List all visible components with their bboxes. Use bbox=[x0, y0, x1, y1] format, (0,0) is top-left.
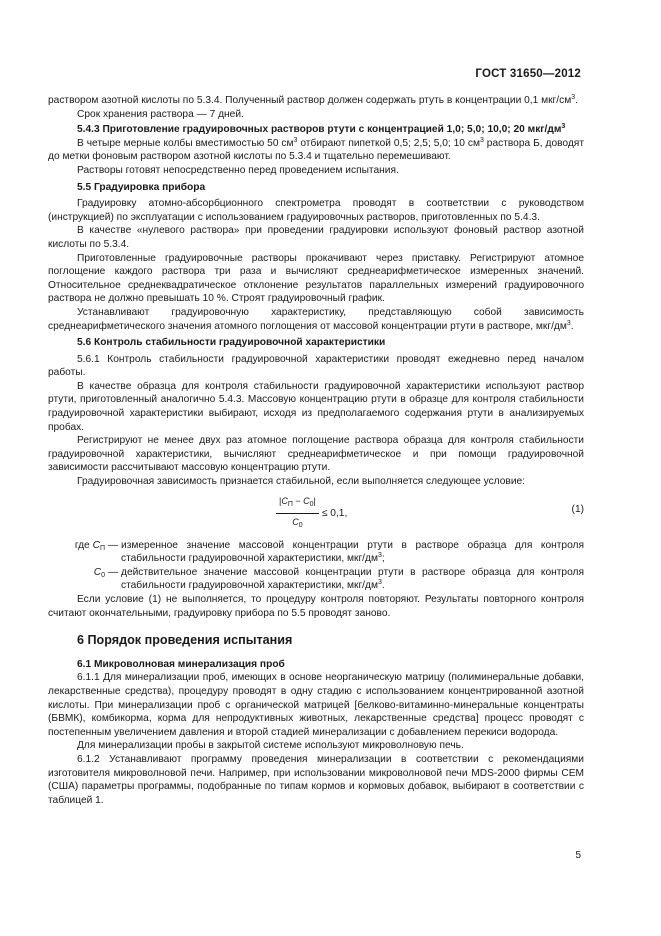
section-heading-5-5: 5.5 Градуировка прибора bbox=[77, 181, 206, 193]
paragraph: 6.1.1 Для минерализации проб, имеющих в основе неорганическую матрицу (полиминеральные добавки, лекарственные средства), процедуру проводят в одну стадию с использованием концентрированной азотной кислоты. При минерализации проб с органической матрицей [белково-витаминно-минеральные концентраты (БВМК), комбикорма, корма для непродуктивных животных, лекарственные средства] процесс проводят с постепенным увеличением давления и второй стадией минерализации с добавлением перекиси водорода. bbox=[48, 672, 584, 738]
formula-denominator: $С_0$ bbox=[292, 517, 303, 530]
paragraph: В качестве «нулевого раствора» при проведении градуировки используют фоновый раствор азотной кислоты по 5.3.4. bbox=[48, 225, 584, 250]
paragraph: Если условие (1) не выполняется, то процедуру контроля повторяют. Результаты повторного контроля считают окончательными, градуировку прибора по 5.5 проводят заново. bbox=[48, 594, 584, 619]
definition-term: $С_0$ — bbox=[93, 566, 118, 579]
document-body bbox=[48, 94, 584, 807]
page-number: 5 bbox=[575, 850, 581, 861]
paragraph: Приготовленные градуировочные растворы прокачивают через приставку. Регистрируют атомное поглощение каждого раствора три раза и вычисляют среднеарифметическое измеренных значений. Относительное среднеквадратическое отклонение результатов параллельных измерений градуировочного раствора не должно превышать 10 %. Строят градуировочный график. bbox=[48, 252, 584, 305]
formula-relation: ≤ 0,1, bbox=[321, 507, 348, 519]
paragraph: Регистрируют не менее двух раз атомное поглощение раствора образца для контроля стабильности градуировочной характеристики, вычисляют среднеарифметическое и при помощи градуировочной зависимости рассчитывают массовую концентрацию ртути. bbox=[48, 435, 584, 474]
paragraph: Устанавливают градуировочную характеристику, представляющую собой зависимость среднеарифметического значения атомного поглощения от массовой концентрации ртути в растворе, мкг/$дм^3$. bbox=[48, 306, 584, 332]
formula-number: (1) bbox=[571, 503, 584, 515]
paragraph: Градуировочная зависимость признается стабильной, если выполняется следующее условие: bbox=[77, 476, 526, 488]
document-header: ГОСТ 31650—2012 bbox=[475, 68, 581, 80]
paragraph: В качестве образца для контроля стабильности градуировочной характеристики используют раствор ртути, приготовленный аналогично 5.4.3. Массовую концентрацию ртути в образце для контроля стабильности градуировочной характеристики выбирают, исходя из предполагаемого содержания ртути в анализируемых пробах. bbox=[48, 380, 584, 433]
formula-expression bbox=[276, 495, 347, 533]
definition-item bbox=[48, 539, 584, 566]
section-heading-5-6: 5.6 Контроль стабильности градуировочной характеристики bbox=[77, 337, 386, 349]
formula-1 bbox=[48, 495, 584, 531]
definition-text: измеренное значение массовой концентрации ртути в растворе образца для контроля стабильности градуировочной характеристики, мкг/$дм^3$; bbox=[121, 539, 584, 565]
paragraph: Срок хранения раствора — 7 дней. bbox=[77, 108, 244, 120]
paragraph: В четыре мерные колбы вместимостью 50 $см^3$ отбирают пипеткой 0,5; 2,5; 5,0; 10 $см^3$ раствора Б, доводят до метки фоновым раствором азотной кислоты по 5.3.4 и тщательно перемешивают. bbox=[48, 136, 584, 163]
paragraph: Градуировку атомно-абсорбционного спектрометра проводят в соответствии с руководством (инструкцией) по эксплуатации с использованием градуировочных растворов, приготовленных по 5.4.3. bbox=[48, 198, 584, 223]
paragraph: Растворы готовят непосредственно перед проведением испытания. bbox=[77, 164, 399, 176]
section-heading-6-1: 6.1 Микроволновая минерализация проб bbox=[77, 658, 285, 670]
paragraph: Для минерализации пробы в закрытой системе используют микроволновую печь. bbox=[77, 740, 464, 752]
definition-text: действительное значение массовой концентрации ртути в растворе образца для контроля стабильности градуировочной характеристики, мкг/$дм^3$. bbox=[121, 566, 584, 592]
paragraph: 6.1.2 Устанавливают программу проведения минерализации в соответствии с рекомендациями изготовителя микроволновой печи. Например, при использовании микроволновой печи MDS-2000 фирмы CEM (США) параметры программы, подобранные по типам кормов и кормовых добавок, выбирают в соответствии с таблицей 1. bbox=[48, 753, 584, 806]
paragraph: 5.6.1 Контроль стабильности градуировочной характеристики проводят ежедневно перед началом работы. bbox=[48, 353, 584, 379]
formula-fraction bbox=[276, 495, 319, 533]
formula-definitions bbox=[48, 539, 584, 593]
chapter-heading-6: 6 Порядок проведения испытания bbox=[77, 633, 293, 648]
definition-term: где $С_П$ — bbox=[74, 539, 118, 552]
formula-numerator: $|С_П - С_0|$ bbox=[276, 495, 319, 515]
section-heading-5-4-3: 5.4.3 Приготовление градуировочных растворов ртути с концентрацией 1,0; 5,0; 10,0; 20 мкг/$дм^3$ bbox=[77, 123, 566, 136]
definition-item bbox=[48, 566, 584, 593]
paragraph: раствором азотной кислоты по 5.3.4. Полученный раствор должен содержать ртуть в концентрации 0,1 мкг/$см^3$. bbox=[48, 94, 578, 106]
